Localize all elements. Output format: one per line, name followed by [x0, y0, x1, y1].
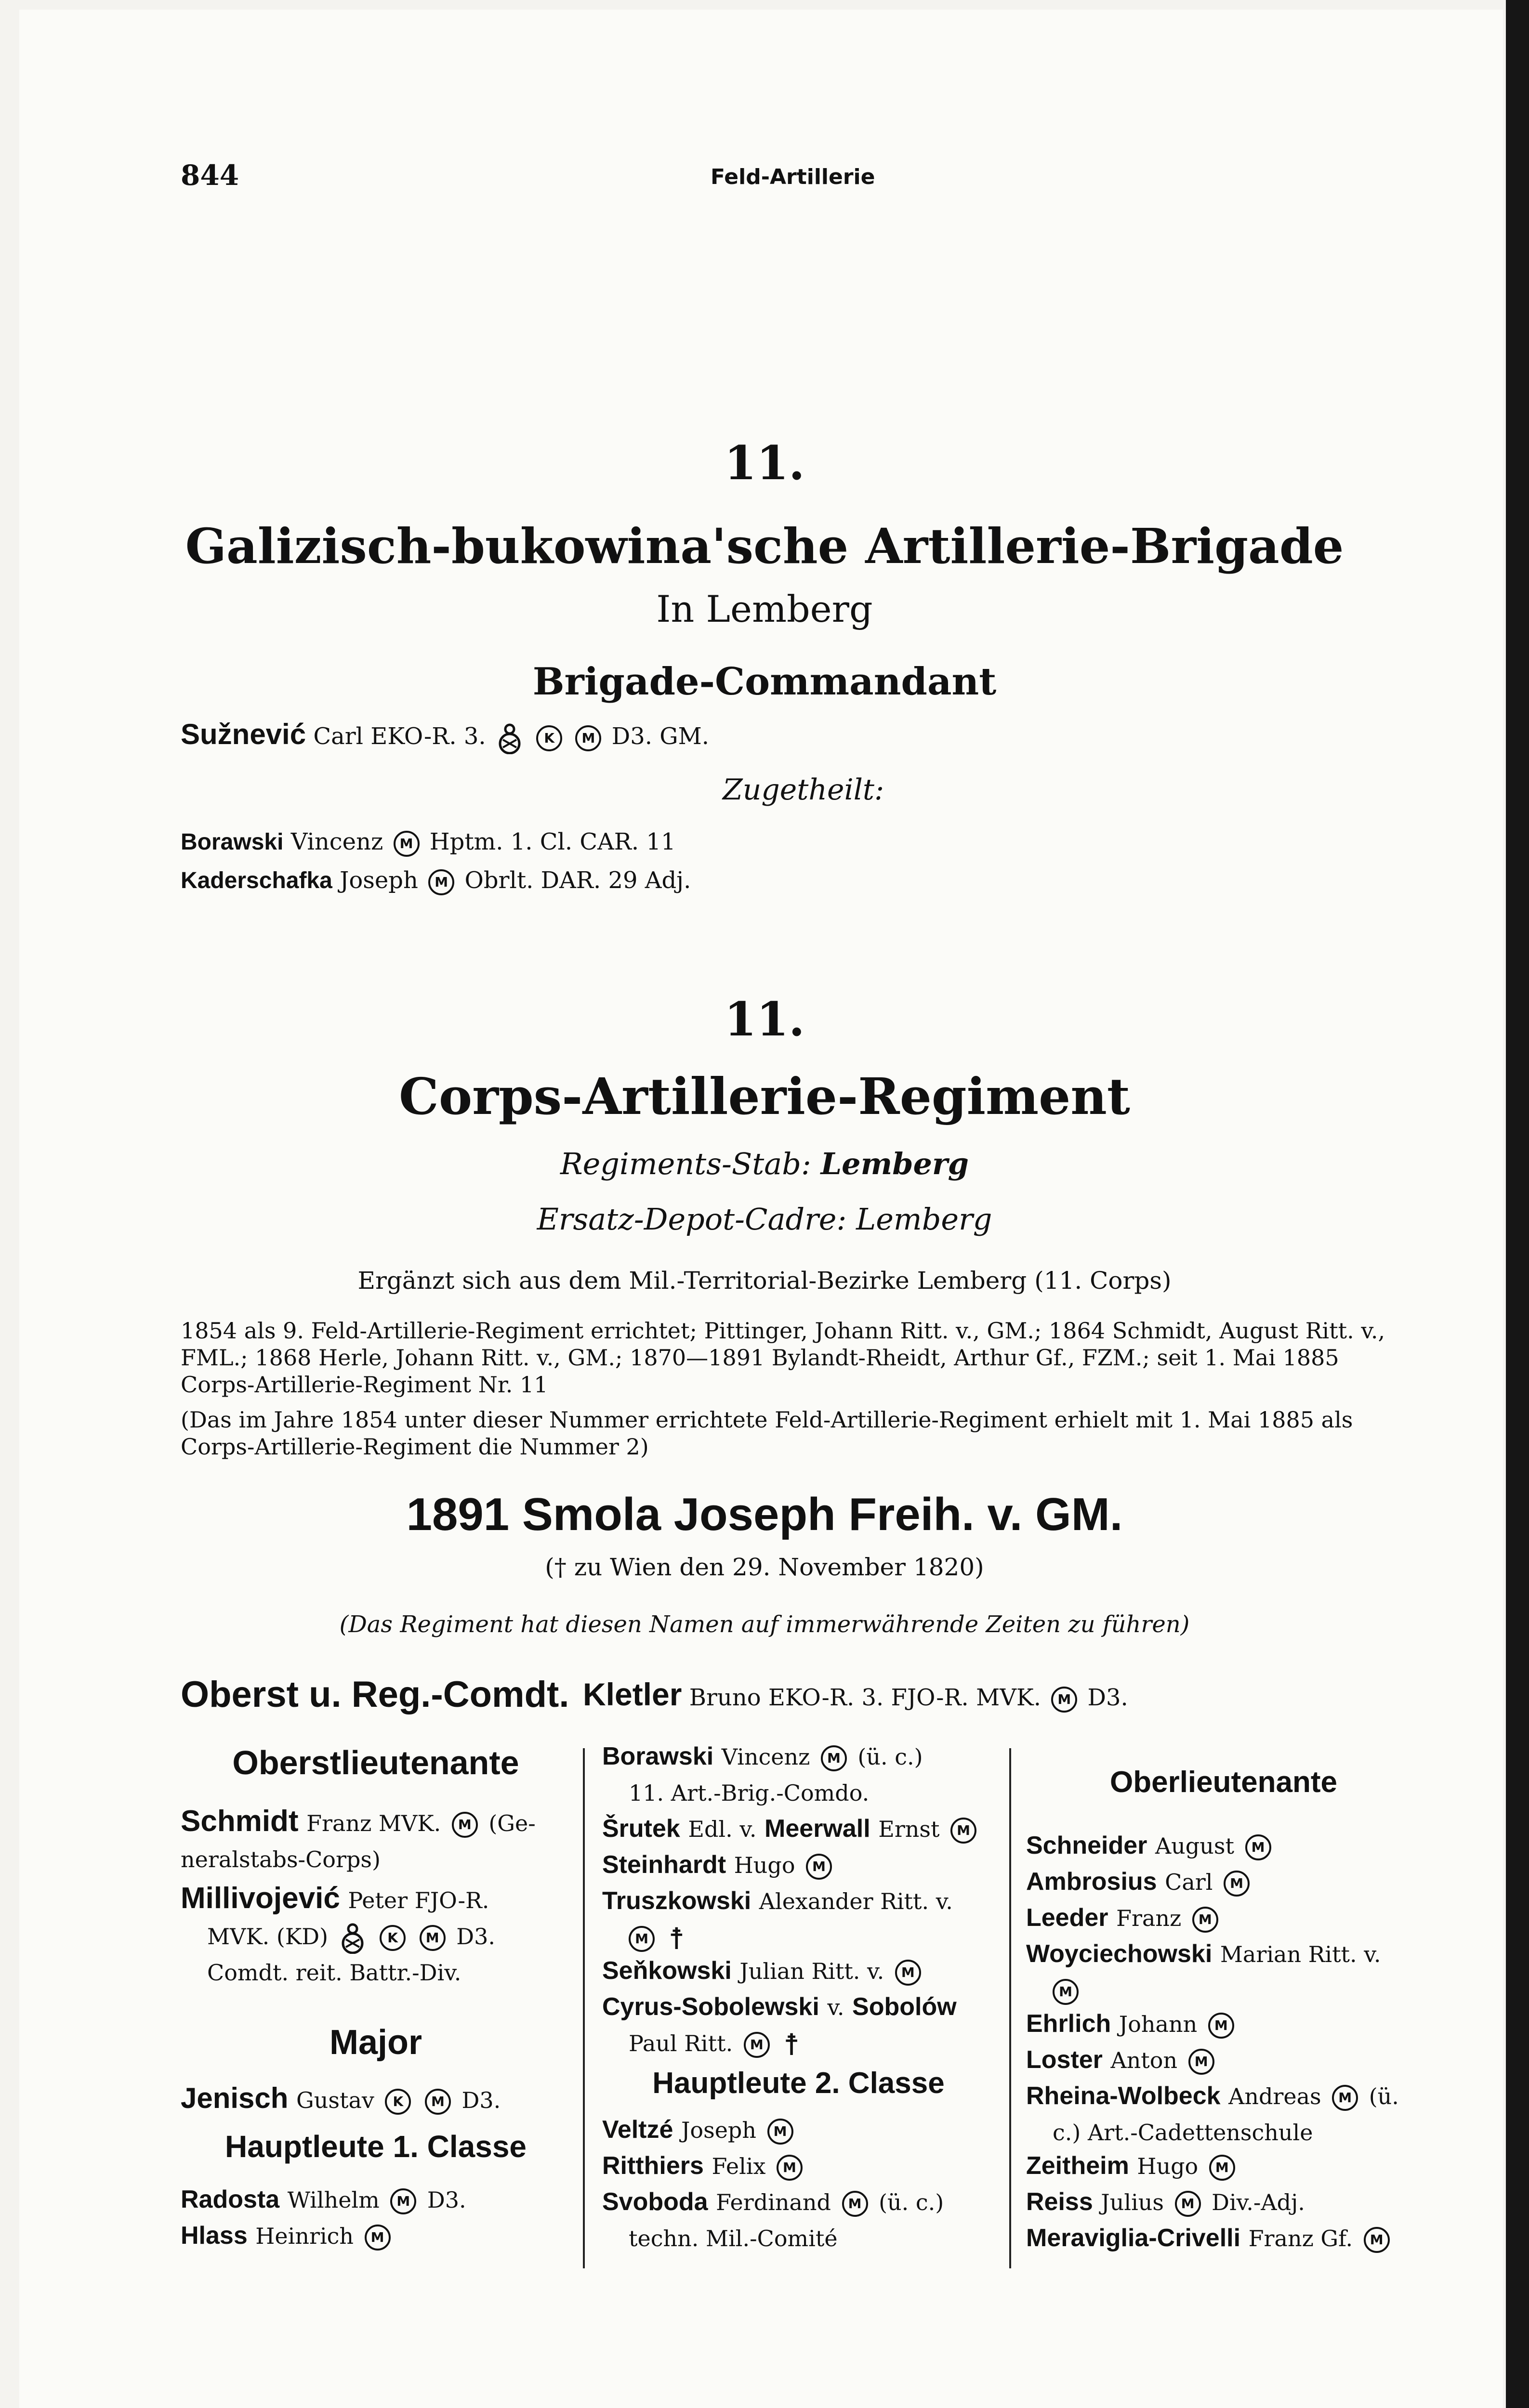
person-first-name: Hugo: [734, 1852, 795, 1878]
regiment-note: (Das im Jahre 1854 unter dieser Nummer errichtete Feld-Artillerie-Regiment erhielt mit 1. Mai 1885 als Corps-Artillerie-Regiment die Nummer 2): [181, 1407, 1353, 1460]
assigned-entry: [181, 828, 675, 857]
order-badge-icon: [497, 722, 522, 754]
regiment-patron: 1891 Smola Joseph Freih. v. GM.: [406, 1489, 1123, 1540]
person-first-name: Hugo: [1137, 2153, 1199, 2179]
seal-icon: M: [452, 1812, 478, 1838]
seal-icon: M: [575, 725, 601, 751]
person-name: Ehrlich: [1026, 2010, 1111, 2038]
brigade-commandant-entry: [181, 718, 709, 754]
seal-icon: M: [1332, 2085, 1358, 2111]
seal-icon: M: [629, 1926, 655, 1952]
seal-icon: M: [390, 2188, 416, 2214]
seal-icon: M: [821, 1745, 847, 1771]
officer-entry: [1026, 1864, 1252, 1900]
person-first-name: Ferdinand: [716, 2189, 831, 2215]
officer-entry: [1026, 2220, 1393, 2256]
person-first-name: Gustav: [296, 2087, 374, 2113]
depot-cadre: Ersatz-Depot-Cadre: Lemberg: [537, 1202, 992, 1237]
officer-entry: [602, 1811, 979, 1847]
seal-icon: M: [744, 2032, 770, 2058]
person-detail: (ü. c.): [857, 1744, 923, 1770]
assigned-heading: Zugetheilt:: [723, 773, 884, 807]
person-detail: Edl. v.: [688, 1816, 757, 1842]
captains-1-heading: Hauptleute 1. Classe: [225, 2129, 527, 2164]
person-name: Steinhardt: [602, 1851, 726, 1879]
officer-entry: [1026, 2042, 1217, 2078]
person-name: Sužnević: [181, 718, 306, 750]
person-name: Borawski: [602, 1742, 714, 1770]
seal-icon: M: [1188, 2049, 1214, 2075]
person-detail: (Ge-: [488, 1810, 536, 1836]
recruitment-district: Ergänzt sich aus dem Mil.-Territorial-Bezirke Lemberg (11. Corps): [357, 1267, 1172, 1295]
person-detail: Peter FJO-R.: [348, 1887, 489, 1913]
person-first-name: Johann: [1119, 2011, 1198, 2037]
person-name: Woyciechowski: [1026, 1940, 1213, 1968]
seal-icon: M: [806, 1854, 832, 1880]
first-lieutenants-heading: Oberlieutenante: [1110, 1766, 1337, 1799]
person-detail: Marian Ritt. v.: [1220, 1941, 1381, 1967]
seal-icon: K: [385, 2089, 411, 2115]
column-divider: [1009, 1748, 1011, 2268]
seal-icon: M: [425, 2089, 451, 2115]
brigade-number: 11.: [724, 436, 805, 490]
person-first-name: Felix: [712, 2153, 766, 2179]
person-detail: Julian Ritt. v.: [739, 1958, 884, 1984]
person-detail: D3.: [456, 1924, 495, 1950]
person-name: Truszkowski: [602, 1887, 751, 1915]
person-name: Jenisch: [181, 2082, 289, 2114]
seal-icon: M: [1175, 2191, 1201, 2217]
seal-icon: M: [767, 2119, 793, 2145]
cross-icon: ☨: [668, 1921, 685, 1956]
officer-entry: [181, 1881, 495, 1990]
person-name: Ritthiers: [602, 2152, 704, 2180]
person-first-name: Franz Gf.: [1248, 2225, 1353, 2251]
person-detail: Franz MVK.: [306, 1810, 441, 1836]
order-badge-icon: [340, 1922, 365, 1954]
major-heading: Major: [329, 2023, 422, 2062]
person-name: Schmidt: [181, 1805, 299, 1838]
officer-entry: [1026, 2148, 1238, 2184]
person-detail: 11. Art.-Brig.-Comdo.: [629, 1780, 870, 1806]
person-detail: D3. GM.: [611, 723, 710, 750]
colonel-label: Oberst u. Reg.-Comdt.: [181, 1674, 569, 1715]
officer-entry: [602, 1989, 957, 2061]
regiment-number: 11.: [724, 992, 805, 1047]
lt-colonels-heading: Oberstlieutenante: [232, 1744, 519, 1781]
person-name: Borawski: [181, 829, 284, 855]
person-first-name: Julius: [1101, 2189, 1164, 2215]
person-name: Meerwall: [764, 1815, 870, 1843]
person-detail: (ü.: [1369, 2083, 1399, 2109]
person-detail: Div.-Adj.: [1212, 2189, 1305, 2215]
officer-entry: [181, 2182, 466, 2218]
person-detail: techn. Mil.-Comité: [629, 2225, 838, 2251]
person-name: Cyrus-Sobolewski: [602, 1993, 819, 2021]
person-name: Sobolów: [852, 1993, 957, 2021]
person-name: Reiss: [1026, 2188, 1093, 2216]
regiment-title: Corps-Artillerie-Regiment: [399, 1067, 1130, 1126]
person-name: Millivojević: [181, 1882, 340, 1915]
person-detail: Obrlt. DAR. 29 Adj.: [464, 867, 691, 894]
officer-entry: [602, 2148, 805, 2184]
officer-entry: [602, 1883, 953, 1955]
officer-entry: [1026, 2078, 1399, 2150]
officer-entry: [1026, 1900, 1221, 1936]
person-detail: Comdt. reit. Battr.-Div.: [207, 1960, 461, 1986]
person-name: Kletler: [583, 1676, 682, 1712]
patron-note: (Das Regiment hat diesen Namen auf immerwährende Zeiten zu führen): [339, 1611, 1190, 1638]
officer-entry: [602, 2112, 796, 2148]
person-detail: v.: [827, 1994, 844, 2020]
person-first-name: Carl: [1165, 1869, 1213, 1895]
person-name: Hlass: [181, 2222, 248, 2250]
column-divider: [583, 1748, 585, 2268]
person-detail: Bruno EKO-R. 3. FJO-R. MVK.: [689, 1684, 1041, 1711]
person-detail: Paul Ritt.: [629, 2030, 733, 2056]
officer-entry: [1026, 2006, 1237, 2042]
person-first-name: Vincenz: [721, 1744, 810, 1770]
person-first-name: Andreas: [1228, 2083, 1321, 2109]
seal-icon: M: [950, 1818, 976, 1844]
person-first-name: Franz: [1116, 1905, 1182, 1931]
officer-entry: [1026, 1936, 1381, 2008]
seal-icon: M: [1208, 2013, 1234, 2039]
running-title: Feld-Artillerie: [711, 165, 875, 189]
person-detail: D3.: [427, 2187, 466, 2213]
regiment-staff: [0, 1146, 1529, 1181]
person-first-name: Vincenz: [290, 828, 383, 855]
person-detail: Alexander Ritt. v.: [759, 1888, 953, 1914]
officer-entry: [1026, 2184, 1305, 2220]
person-detail: MVK. (KD): [207, 1924, 329, 1950]
person-name: Schneider: [1026, 1832, 1147, 1859]
person-detail: (ü. c.): [879, 2189, 944, 2215]
seal-icon: M: [428, 869, 454, 895]
brigade-commandant-heading: Brigade-Commandant: [532, 660, 997, 704]
seal-icon: M: [394, 831, 420, 857]
person-name: Loster: [1026, 2046, 1103, 2074]
person-name: Seňkowski: [602, 1957, 732, 1985]
seal-icon: M: [1209, 2155, 1235, 2181]
staff-label: Regiments-Stab:: [560, 1146, 811, 1181]
seal-icon: M: [1051, 1687, 1077, 1713]
person-name: Šrutek: [602, 1815, 680, 1843]
person-first-name: August: [1155, 1833, 1234, 1859]
officer-entry: [602, 2184, 944, 2256]
person-first-name: Joseph: [340, 867, 418, 894]
person-name: Svoboda: [602, 2188, 708, 2216]
captains-2-heading: Hauptleute 2. Classe: [652, 2067, 945, 2100]
colonel-entry: [583, 1676, 1128, 1713]
seal-icon: M: [1364, 2227, 1390, 2253]
person-name: Rheina-Wolbeck: [1026, 2082, 1221, 2110]
seal-icon: M: [777, 2155, 803, 2181]
person-detail: c.) Art.-Cadettenschule: [1053, 2120, 1313, 2146]
person-name: Meraviglia-Crivelli: [1026, 2224, 1241, 2252]
seal-icon: M: [1245, 1834, 1271, 1860]
person-first-name: Anton: [1110, 2047, 1178, 2073]
page-number: 844: [181, 159, 239, 192]
person-detail: Carl EKO-R. 3.: [313, 723, 486, 750]
person-first-name: Ernst: [878, 1816, 940, 1842]
seal-icon: M: [895, 1960, 921, 1986]
officer-entry: [181, 1804, 536, 1877]
person-first-name: Joseph: [681, 2117, 756, 2143]
person-name: Radosta: [181, 2186, 280, 2213]
seal-icon: M: [842, 2191, 868, 2217]
officer-entry: [1026, 1828, 1274, 1864]
seal-icon: K: [536, 725, 562, 751]
seal-icon: M: [1192, 1907, 1218, 1933]
person-first-name: Wilhelm: [287, 2187, 380, 2213]
person-detail: D3.: [1087, 1684, 1128, 1711]
person-name: Ambrosius: [1026, 1868, 1157, 1896]
seal-icon: M: [1053, 1979, 1079, 2005]
person-name: Kaderschafka: [181, 868, 332, 893]
cross-icon: ☨: [783, 2027, 800, 2062]
person-detail: neralstabs-Corps): [181, 1846, 381, 1872]
assigned-entry: [181, 867, 691, 895]
seal-icon: M: [420, 1925, 446, 1951]
brigade-title: Galizisch-bukowina'sche Artillerie-Brigade: [185, 518, 1344, 575]
officer-entry: [602, 1739, 923, 1811]
person-first-name: Heinrich: [255, 2223, 354, 2249]
regiment-history: 1854 als 9. Feld-Artillerie-Regiment errichtet; Pittinger, Johann Ritt. v., GM.; 1864 Schmidt, August Ritt. v., FML.; 1868 Herle, Johann Ritt. v., GM.; 1870—1891 Bylandt-Rheidt, Arthur Gf., FZM.; seit 1. Mai 1885 Corps-Artillerie-Regiment Nr. 11: [181, 1318, 1385, 1398]
patron-death: († zu Wien den 29. November 1820): [545, 1553, 984, 1581]
person-detail: Hptm. 1. Cl. CAR. 11: [429, 828, 676, 855]
officer-entry: [602, 1847, 835, 1883]
seal-icon: M: [1224, 1871, 1250, 1897]
person-name: Leeder: [1026, 1904, 1108, 1932]
officer-entry: [602, 1953, 924, 1989]
seal-icon: M: [365, 2225, 391, 2251]
staff-location: Lemberg: [820, 1146, 969, 1181]
officer-entry: [181, 2218, 394, 2254]
seal-icon: K: [380, 1925, 406, 1951]
brigade-location: In Lemberg: [656, 588, 873, 630]
person-name: Zeitheim: [1026, 2152, 1129, 2180]
person-name: Veltzé: [602, 2116, 673, 2144]
officer-entry: [181, 2081, 501, 2118]
person-detail: D3.: [461, 2087, 501, 2113]
